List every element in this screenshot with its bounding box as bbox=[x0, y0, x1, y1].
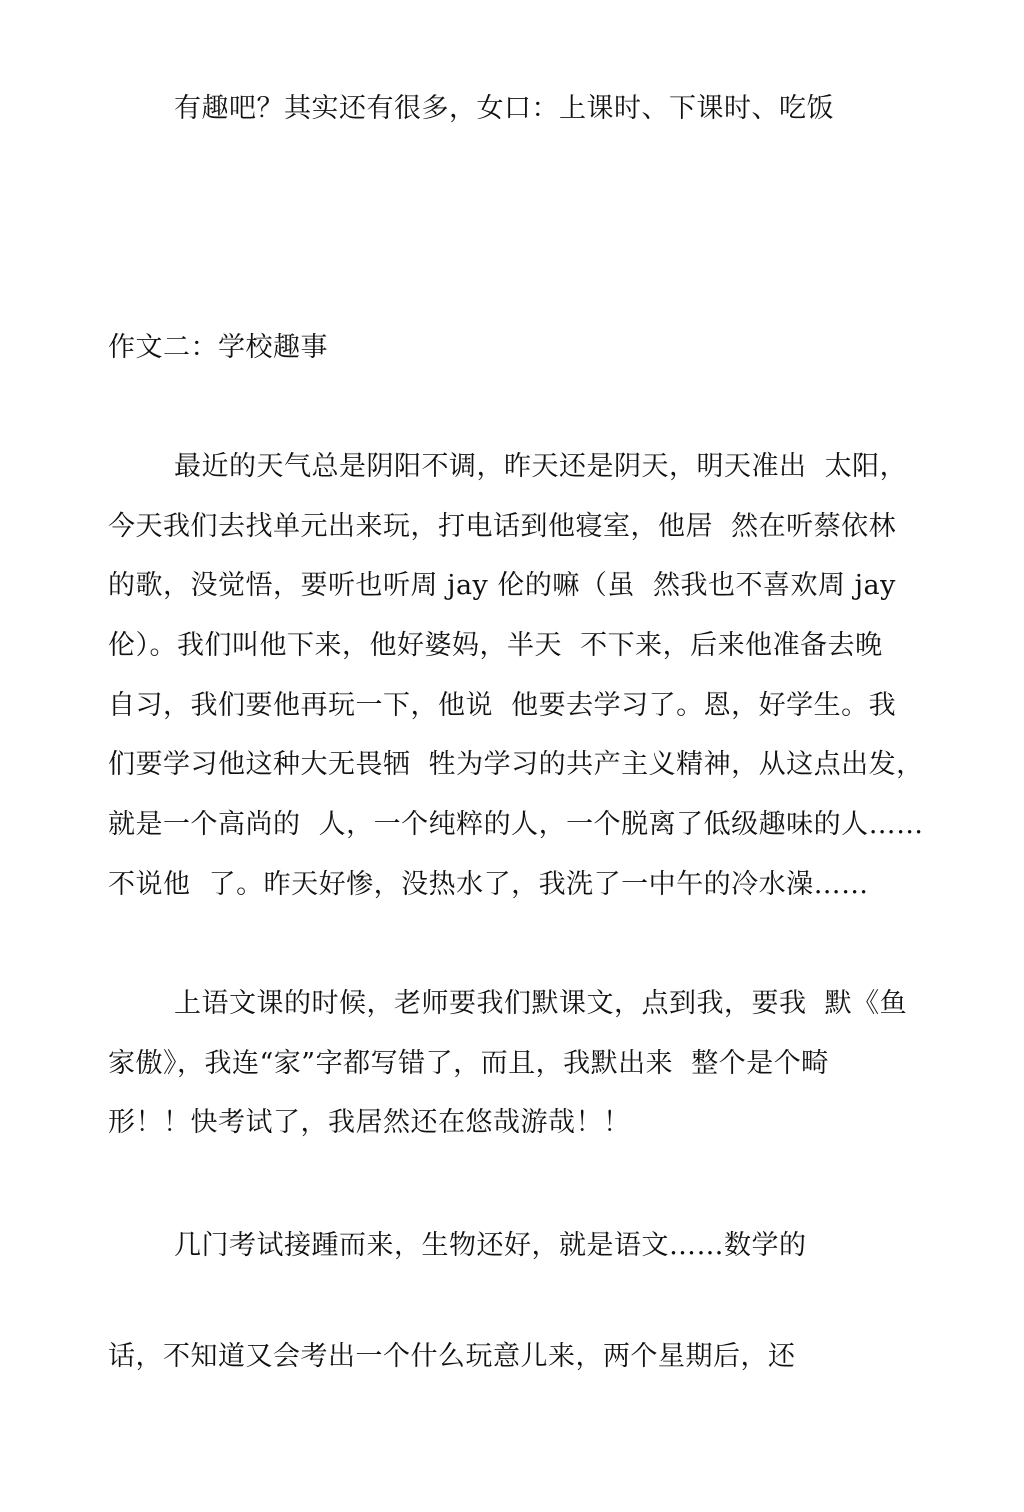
paragraph-line: 形！！快考试了，我居然还在悠哉游哉！！ bbox=[108, 1107, 631, 1138]
paragraph-line: 几门考试接踵而来，生物还好，就是语文……数学的 bbox=[174, 1230, 807, 1261]
paragraph-line: 今天我们去找单元出来玩，打电话到他寝室，他居 然在听蔡依林 bbox=[108, 511, 897, 542]
paragraph-line: 家傲》，我连“家”字都写错了，而且，我默出来 整个是个畸 bbox=[108, 1048, 829, 1079]
paragraph-line: 上语文课的时候，老师要我们默课文，点到我，要我 默《鱼 bbox=[174, 988, 908, 1019]
paragraph-line: 不说他 了。昨天好惨，没热水了，我洗了一中午的冷水澡…… bbox=[108, 869, 869, 900]
paragraph-line: 话，不知道又会考出一个什么玩意儿来，两个星期后，还 bbox=[108, 1341, 796, 1372]
paragraph-line: 的歌，没觉悟，要听也听周 jay 伦的嘛（虽 然我也不喜欢周 jay bbox=[108, 570, 896, 601]
intro-line: 有趣吧？其实还有很多，女口：上课时、下课时、吃饭 bbox=[174, 93, 834, 124]
paragraph-line: 最近的天气总是阴阳不调，昨天还是阴天，明天准出 太阳， bbox=[174, 451, 908, 482]
paragraph-line: 自习，我们要他再玩一下，他说 他要去学习了。恩，好学生。我 bbox=[108, 690, 897, 721]
paragraph-line: 就是一个高尚的 人，一个纯粹的人，一个脱离了低级趣味的人…… bbox=[108, 809, 924, 840]
paragraph-line: 伦）。我们叫他下来，他好婆妈，半天 不下来，后来他准备去晚 bbox=[108, 630, 883, 661]
paragraph-line: 们要学习他这种大无畏牺 牲为学习的共产主义精神，从这点出发， bbox=[108, 749, 924, 780]
section-title: 作文二：学校趣事 bbox=[108, 332, 328, 363]
